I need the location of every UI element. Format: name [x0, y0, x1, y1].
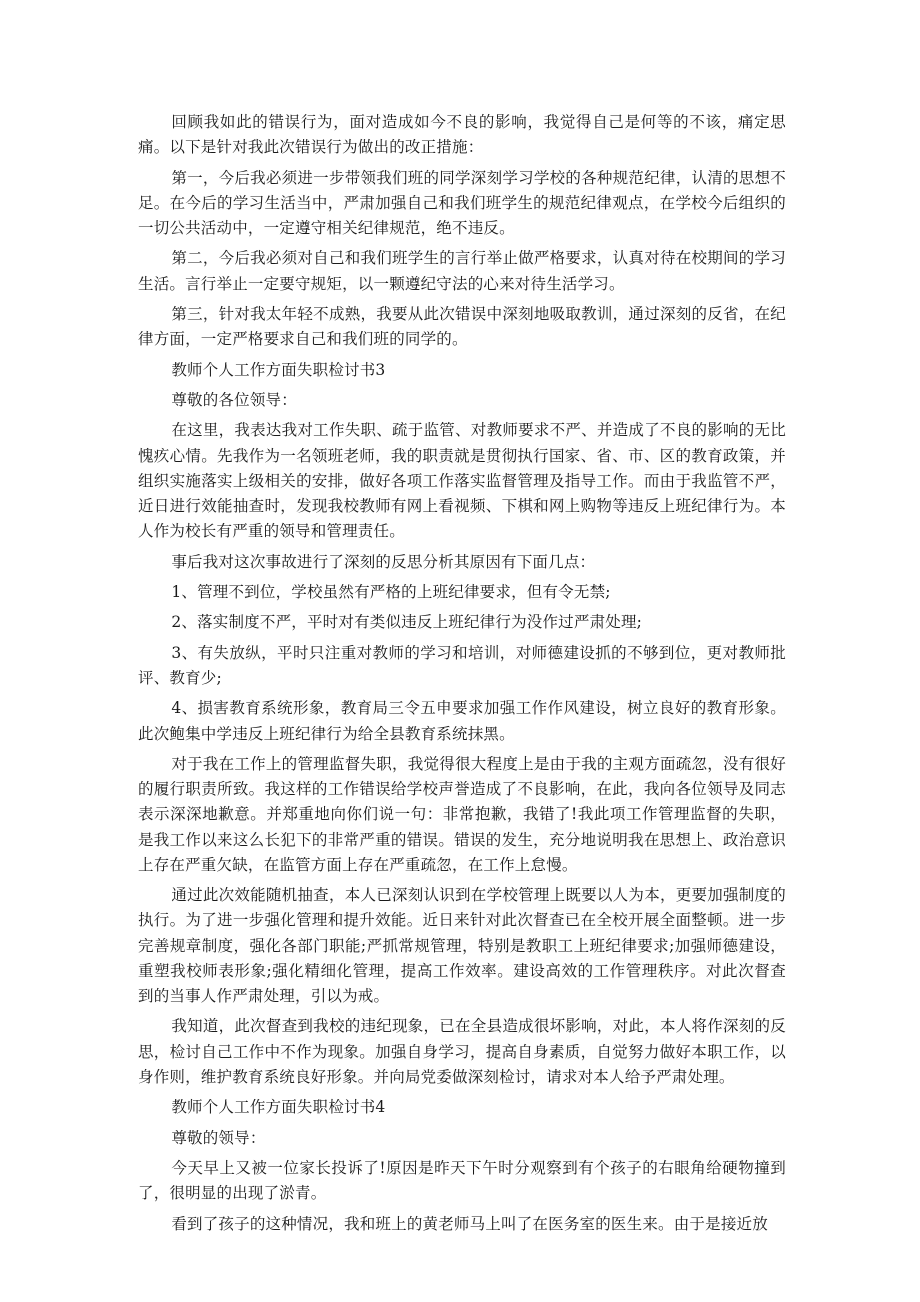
paragraph: 第二，今后我必须对自己和我们班学生的言行举止做严格要求，认真对待在校期间的学习生活。言行举止一定要守规矩，以一颗遵纪守法的心来对待生活学习。 [138, 249, 786, 293]
section-title: 教师个人工作方面失职检讨书4 [171, 1098, 386, 1117]
section-title: 教师个人工作方面失职检讨书3 [171, 360, 386, 379]
paragraph: 看到了孩子的这种情况，我和班上的黄老师马上叫了在医务室的医生来。由于是接近放 [171, 1214, 768, 1233]
paragraph: 回顾我如此的错误行为，面对造成如今不良的影响，我觉得自己是何等的不该，痛定思痛。以下是针对我此次错误行为做出的改正措施： [138, 113, 786, 157]
paragraph: 对于我在工作上的管理监督失职，我觉得很大程度上是由于我的主观方面疏忽，没有很好的履行职责所致。我这样的工作错误给学校声誉造成了不良影响，在此，我向各位领导及同志表示深深地歉意。并郑重地向你们说一句：非常抱歉，我错了!我此项工作管理监督的失职，是我工作以来这么长犯下的非常严重的错误。错误的发生，充分地说明我在思想上、政治意识上存在严重欠缺，在监管方面上存在严重疏忽，在工作上怠慢。 [138, 754, 786, 874]
paragraph: 事后我对这次事故进行了深刻的反思分析其原因有下面几点： [171, 552, 596, 571]
document-body [138, 110, 786, 1242]
list-item: 3、有失放纵，平时只注重对教师的学习和培训，对师德建设抓的不够到位，更对教师批评、教育少; [138, 643, 786, 687]
list-item: 1、管理不到位，学校虽然有严格的上班纪律要求，但有令无禁; [171, 582, 611, 601]
paragraph: 在这里，我表达我对工作失职、疏于监管、对教师要求不严、并造成了不良的影响的无比愧疚心情。先我作为一名领班老师，我的职责就是贯彻执行国家、省、市、区的教育政策，并组织实施落实上级相关的安排，做好各项工作落实监督管理及指导工作。而由于我监管不严，近日进行效能抽查时，发现我校教师有网上看视频、下棋和网上购物等违反上班纪律行为。本人作为校长有严重的领导和管理责任。 [138, 421, 786, 541]
list-item: 4、损害教育系统形象，教育局三令五申要求加强工作作风建设，树立良好的教育形象。此次鲍集中学违反上班纪律行为给全县教育系统抹黑。 [138, 699, 786, 743]
paragraph: 我知道，此次督查到我校的违纪现象，已在全县造成很坏影响，对此，本人将作深刻的反思，检讨自己工作中不作为现象。加强自身学习，提高自身素质，自觉努力做好本职工作，以身作则，维护教育系统良好形象。并向局党委做深刻检讨，请求对本人给予严肃处理。 [138, 1017, 786, 1086]
paragraph: 第三，针对我太年轻不成熟，我要从此次错误中深刻地吸取教训，通过深刻的反省，在纪律方面，一定严格要求自己和我们班的同学的。 [138, 304, 786, 349]
salutation: 尊敬的领导： [171, 1128, 266, 1147]
salutation: 尊敬的各位领导： [171, 390, 297, 409]
list-item: 2、落实制度不严，平时对有类似违反上班纪律行为没作过严肃处理; [171, 613, 643, 632]
paragraph: 通过此次效能随机抽查，本人已深刻认识到在学校管理上既要以人为本，更要加强制度的执行。为了进一步强化管理和提升效能。近日来针对此次督查已在全校开展全面整顿。进一步完善规章制度，强化各部门职能;严抓常规管理，特别是教职工上班纪律要求;加强师德建设，重塑我校师表形象;强化精细化管理，提高工作效率。建设高效的工作管理秩序。对此次督查到的当事人作严肃处理，引以为戒。 [138, 886, 786, 1005]
paragraph: 今天早上又被一位家长投诉了!原因是昨天下午时分观察到有个孩子的右眼角给硬物撞到了，很明显的出现了淤青。 [138, 1158, 786, 1203]
paragraph: 第一，今后我必须进一步带领我们班的同学深刻学习学校的各种规范纪律，认清的思想不足。在今后的学习生活当中，严肃加强自己和我们班学生的规范纪律观点，在学校今后组织的一切公共活动中，一定遵守相关纪律规范，绝不违反。 [138, 168, 786, 237]
